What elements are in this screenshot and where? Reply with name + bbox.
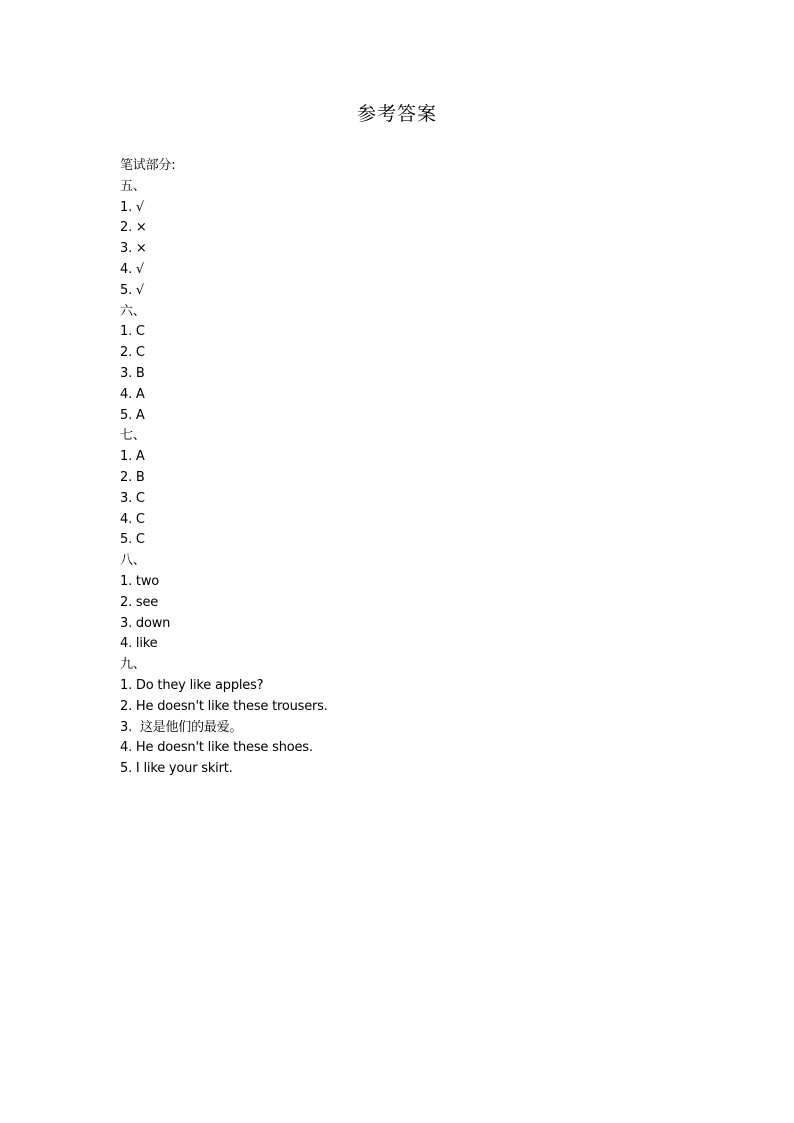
answer-item: 1. two bbox=[120, 573, 160, 589]
answer-item: 3. down bbox=[120, 615, 171, 631]
section-heading-9: 九、 bbox=[120, 657, 146, 673]
answer-item: 5. C bbox=[120, 532, 145, 548]
answer-item: 2. B bbox=[120, 469, 145, 485]
answer-item: 4. like bbox=[120, 636, 158, 652]
answer-item: 3. × bbox=[120, 241, 147, 257]
section-heading-6: 六、 bbox=[120, 303, 146, 319]
answer-item: 5. I like your skirt. bbox=[120, 761, 233, 777]
answer-item: 3. B bbox=[120, 365, 145, 381]
answer-item: 4. A bbox=[120, 386, 145, 402]
answer-item: 5. A bbox=[120, 407, 145, 423]
answer-item: 2. C bbox=[120, 345, 145, 361]
answer-content bbox=[120, 156, 680, 780]
answer-item: 3. 这是他们的最爱。 bbox=[120, 719, 243, 735]
answer-item: 4. He doesn't like these shoes. bbox=[120, 740, 313, 756]
answer-item: 1. C bbox=[120, 324, 145, 340]
answer-item: 1. √ bbox=[120, 199, 145, 215]
page-title: 参考答案 bbox=[356, 103, 437, 125]
answer-item: 1. Do they like apples? bbox=[120, 677, 264, 693]
answer-item: 2. × bbox=[120, 220, 147, 236]
answer-item: 4. C bbox=[120, 511, 145, 527]
section-heading-7: 七、 bbox=[120, 428, 146, 444]
answer-item: 2. see bbox=[120, 594, 159, 610]
answer-item: 3. C bbox=[120, 490, 145, 506]
section-heading-5: 五、 bbox=[120, 178, 146, 194]
answer-item: 4. √ bbox=[120, 261, 145, 277]
answer-item: 2. He doesn't like these trousers. bbox=[120, 698, 328, 714]
answer-item: 5. √ bbox=[120, 282, 145, 298]
section-label: 笔试部分: bbox=[120, 158, 176, 173]
section-heading-8: 八、 bbox=[120, 553, 146, 569]
answer-item: 1. A bbox=[120, 449, 145, 465]
